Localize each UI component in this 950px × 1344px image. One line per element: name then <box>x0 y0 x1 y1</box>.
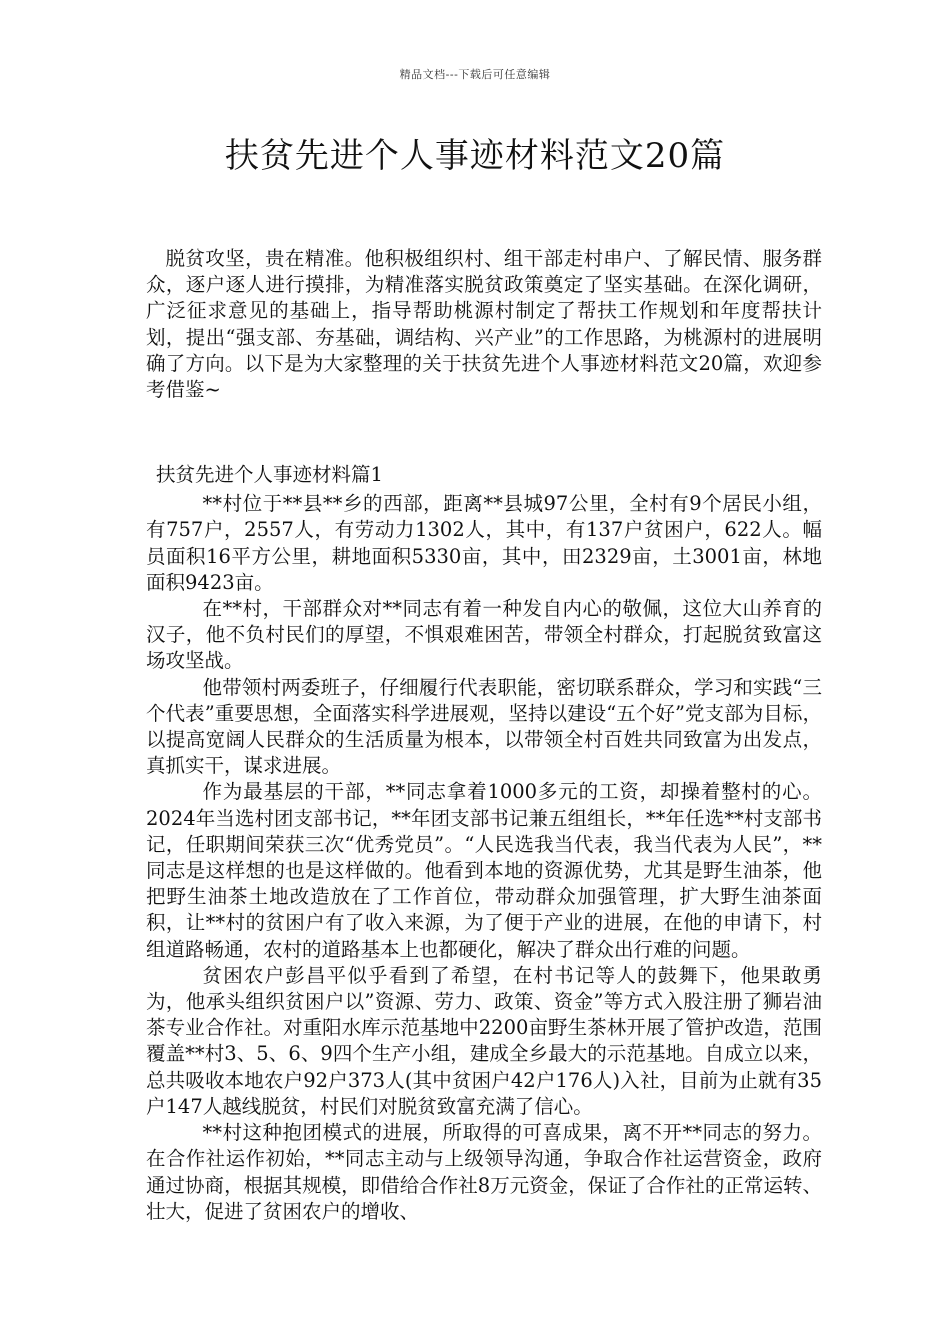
body-paragraph: 作为最基层的干部，**同志拿着1000多元的工资，却操着整村的心。2024年当选村团支部书记，**年团支部书记兼五组组长，**年任选**村支部书记，任职期间荣获三次“优秀党员”。“人民选我当代表，我当代表为人民”，**同志是这样想的也是这样做的。他看到本地的资源优势，尤其是野生油茶，他把野生油茶土地改造放在了工作首位，带动群众加强管理，扩大野生油茶面积，让**村的贫困户有了收入来源，为了便于产业的进展，在他的申请下，村组道路畅通，农村的道路基本上也都硬化，解决了群众出行难的问题。 <box>146 780 822 961</box>
document-body <box>146 246 822 1225</box>
body-paragraph: 贫困农户彭昌平似乎看到了希望，在村书记等人的鼓舞下，他果敢勇为，他承头组织贫困户以”资源、劳力、政策、资金”等方式入股注册了狮岩油茶专业合作社。对重阳水库示范基地中2200亩野生茶林开展了管护改造，范围覆盖**村3、5、6、9四个生产小组，建成全乡最大的示范基地。自成立以来，总共吸收本地农户92户373人(其中贫困户42户176人)入社，目前为止就有35户147人越线脱贫，村民们对脱贫致富充满了信心。 <box>146 963 822 1118</box>
section-title: 扶贫先进个人事迹材料篇1 <box>156 463 383 487</box>
section-spacer <box>146 403 822 459</box>
intro-paragraph: 脱贫攻坚，贵在精准。他积极组织村、组干部走村串户、了解民情、服务群众，逐户逐人进行摸排，为精准落实脱贫政策奠定了坚实基础。在深化调研，广泛征求意见的基础上，指导帮助桃源村制定了帮扶工作规划和年度帮扶计划，提出“强支部、夯基础，调结构、兴产业”的工作思路，为桃源村的进展明确了方向。以下是为大家整理的关于扶贫先进个人事迹材料范文20篇，欢迎参考借鉴~ <box>146 247 822 402</box>
body-paragraph: 他带领村两委班子，仔细履行代表职能，密切联系群众，学习和实践“三个代表”重要思想，全面落实科学进展观，坚持以建设“五个好”党支部为目标，以提高宽阔人民群众的生活质量为根本，以带领全村百姓共同致富为出发点，真抓实干，谋求进展。 <box>146 675 822 778</box>
body-paragraph: **村位于**县**乡的西部，距离**县城97公里，全村有9个居民小组，有757户，2557人，有劳动力1302人，其中，有137户贫困户，622人。幅员面积16平方公里，耕地面积5330亩，其中，田2329亩，土3001亩，林地面积9423亩。 <box>146 492 822 594</box>
page-title: 扶贫先进个人事迹材料范文20篇 <box>224 136 726 176</box>
body-paragraph: **村这种抱团模式的进展，所取得的可喜成果，离不开**同志的努力。在合作社运作初始，**同志主动与上级领导沟通，争取合作社运营资金，政府通过协商，根据其规模，即借给合作社8万元资金，保证了合作社的正常运转、壮大，促进了贫困农户的增收、 <box>146 1121 822 1223</box>
header-note: 精品文档---下载后可任意编辑 <box>399 68 551 81</box>
body-paragraph: 在**村，干部群众对**同志有着一种发自内心的敬佩，这位大山养育的汉子，他不负村民们的厚望，不惧艰难困苦，带领全村群众，打起脱贫致富这场攻坚战。 <box>146 597 822 673</box>
